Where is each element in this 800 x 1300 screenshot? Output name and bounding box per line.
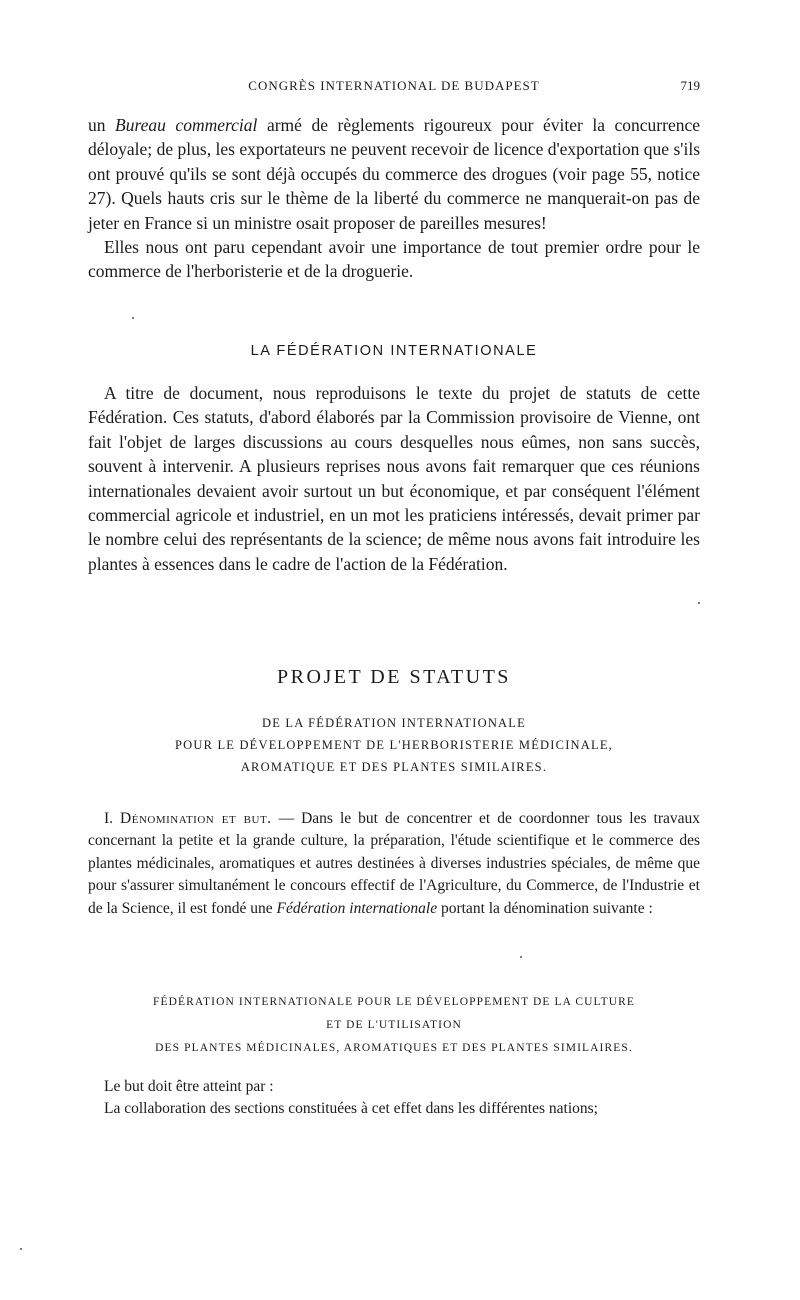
federation-name bbox=[88, 991, 700, 1060]
print-speck bbox=[520, 956, 522, 958]
print-speck bbox=[132, 317, 134, 319]
aim-item-1: La collaboration des sections constituées à cet effet dans les différentes nations; bbox=[104, 1100, 598, 1118]
intro-rest: armé de règlements rigoureux pour éviter la concurrence déloyale; de plus, les exportateurs ne peuvent recevoir de licence d'exportation que s'ils ont prouvé qu'ils se sont déjà occupés du commerce des drogues (voir page 55, notice 27). Quels hauts cris sur le thème de la liberté du commerce ne manquerait-on pas de jeter en France si un ministre osait proposer de pareilles mesures! bbox=[88, 115, 700, 233]
section-heading: LA FÉDÉRATION INTERNATIONALE bbox=[250, 343, 538, 359]
article-1-paragraph bbox=[88, 808, 700, 920]
print-speck bbox=[698, 602, 700, 604]
federation-name-line-3: DES PLANTES MÉDICINALES, AROMATIQUES ET DES PLANTES SIMILAIRES. bbox=[155, 1042, 633, 1054]
intro-paragraph-2: Elles nous ont paru cependant avoir une importance de tout premier ordre pour le commerce de l'herboristerie et de la droguerie. bbox=[88, 237, 700, 282]
intro-paragraph-1 bbox=[88, 113, 700, 235]
page-number: 719 bbox=[680, 78, 700, 93]
aims-text bbox=[88, 1076, 700, 1121]
intro-lead: un bbox=[88, 115, 116, 135]
section-text bbox=[88, 381, 700, 576]
article-body-2: portant la dénomination suivante : bbox=[437, 899, 653, 917]
print-speck bbox=[20, 1248, 22, 1250]
running-head bbox=[88, 78, 700, 98]
article-heading: Dénomination et but. bbox=[120, 810, 272, 827]
bureau-commercial-italic: Bureau commercial bbox=[115, 115, 258, 135]
article-dash: — bbox=[271, 810, 302, 827]
article-1 bbox=[88, 808, 700, 920]
federation-name-line-2: ET DE L'UTILISATION bbox=[326, 1019, 462, 1031]
intro-text bbox=[88, 113, 700, 284]
subtitle-line-1: DE LA FÉDÉRATION INTERNATIONALE bbox=[262, 716, 526, 730]
article-body-1: Dans le but de concentrer et de coordonner tous les travaux concernant la petite et la grande culture, la préparation, l'étude scientifique et le commerce des plantes médicinales, aromatiques et autres destinées à diverses industries spéciales, de même que pour s'assurer simultanément le concours effectif de l'Agriculture, du Commerce, de l'Industrie et de la Science, il est fondé une bbox=[88, 810, 700, 917]
federation-name-line-1: FÉDÉRATION INTERNATIONALE POUR LE DÉVELOPPEMENT DE LA CULTURE bbox=[152, 996, 636, 1008]
subtitle-line-3: AROMATIQUE ET DES PLANTES SIMILAIRES. bbox=[240, 760, 548, 774]
section-paragraph: A titre de document, nous reproduisons le texte du projet de statuts de cette Fédération. Ces statuts, d'abord élaborés par la Commission provisoire de Vienne, ont fait l'objet de larges discussions au cours desquelles nous eûmes, non sans succès, souvent à intervenir. A plusieurs reprises nous avons fait remarquer que ces réunions internationales devaient avoir surtout un but économique, et par conséquent l'élément commercial agricole et industriel, en un mot les praticiens intéressés, devait primer par le nombre celui des représentants de la science; de même nous avons fait introduire les plantes à essences dans le cadre de l'action de la Fédération. bbox=[88, 383, 700, 574]
running-title: CONGRÈS INTERNATIONAL DE BUDAPEST bbox=[248, 78, 540, 93]
federation-italic: Fédération internationale bbox=[276, 899, 438, 917]
aim-intro: Le but doit être atteint par : bbox=[104, 1078, 274, 1095]
statutes-subtitle bbox=[88, 712, 700, 778]
statutes-title: PROJET DE STATUTS bbox=[277, 666, 511, 688]
subtitle-line-2: POUR LE DÉVELOPPEMENT DE L'HERBORISTERIE MÉDICINALE, bbox=[174, 738, 614, 752]
article-number: I. bbox=[104, 810, 121, 827]
book-page bbox=[88, 0, 700, 1300]
